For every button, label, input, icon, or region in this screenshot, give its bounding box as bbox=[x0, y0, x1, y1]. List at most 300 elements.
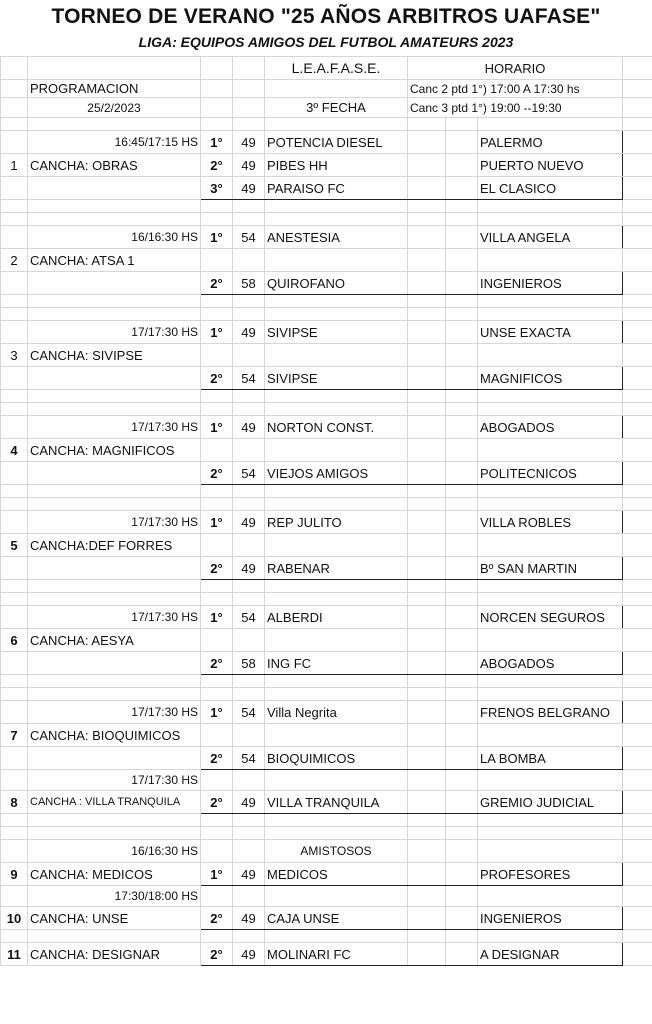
kickoff-time: 17/17:30 HS bbox=[28, 606, 201, 629]
match-category: 49 bbox=[233, 511, 265, 534]
empty-cell bbox=[478, 213, 623, 226]
match-category: 54 bbox=[233, 606, 265, 629]
empty-cell bbox=[408, 791, 446, 814]
empty-cell bbox=[623, 814, 652, 827]
empty-cell bbox=[233, 498, 265, 511]
away-team: NORCEN SEGUROS bbox=[478, 606, 623, 629]
home-team: MOLINARI FC bbox=[265, 943, 408, 966]
empty-cell bbox=[28, 200, 201, 213]
match-order: 1° bbox=[201, 321, 233, 344]
empty-cell bbox=[623, 593, 652, 606]
empty-cell bbox=[28, 485, 201, 498]
match-category: 49 bbox=[233, 791, 265, 814]
sheet-row bbox=[1, 791, 652, 814]
sheet-row bbox=[1, 439, 652, 462]
empty-cell bbox=[623, 930, 652, 943]
empty-cell bbox=[408, 131, 446, 154]
empty-cell bbox=[623, 154, 652, 177]
empty-cell bbox=[1, 462, 28, 485]
match-order: 2° bbox=[201, 943, 233, 966]
empty-cell bbox=[408, 747, 446, 770]
match-order: 2° bbox=[201, 652, 233, 675]
empty-cell bbox=[446, 321, 478, 344]
block-number: 1 bbox=[1, 154, 28, 177]
sheet-row bbox=[1, 249, 652, 272]
empty-cell bbox=[265, 390, 408, 403]
sheet-row bbox=[1, 498, 652, 511]
round-label: 3º FECHA bbox=[265, 98, 408, 118]
empty-cell bbox=[478, 249, 623, 272]
empty-cell bbox=[478, 886, 623, 907]
empty-cell bbox=[1, 827, 28, 840]
empty-cell bbox=[623, 367, 652, 390]
empty-cell bbox=[1, 886, 28, 907]
empty-cell bbox=[265, 629, 408, 652]
empty-cell bbox=[1, 200, 28, 213]
empty-cell bbox=[478, 675, 623, 688]
empty-cell bbox=[408, 534, 446, 557]
sheet-row bbox=[1, 840, 652, 863]
sheet-row bbox=[1, 930, 652, 943]
empty-cell bbox=[623, 580, 652, 593]
empty-cell bbox=[446, 770, 478, 791]
empty-cell bbox=[478, 439, 623, 462]
empty-cell bbox=[623, 534, 652, 557]
away-team: A DESIGNAR bbox=[478, 943, 623, 966]
empty-cell bbox=[446, 629, 478, 652]
horario-header: HORARIO bbox=[408, 57, 623, 80]
empty-cell bbox=[446, 606, 478, 629]
empty-cell bbox=[1, 580, 28, 593]
home-team: SIVIPSE bbox=[265, 321, 408, 344]
empty-cell bbox=[1, 652, 28, 675]
empty-cell bbox=[408, 295, 446, 308]
empty-cell bbox=[233, 886, 265, 907]
cancha-name: CANCHA: BIOQUIMICOS bbox=[28, 724, 201, 747]
away-team: ABOGADOS bbox=[478, 416, 623, 439]
sheet-row bbox=[1, 344, 652, 367]
tournament-title: TORNEO DE VERANO "25 AÑOS ARBITROS UAFASE" bbox=[51, 5, 601, 28]
sheet-row bbox=[1, 943, 652, 966]
empty-cell bbox=[265, 534, 408, 557]
empty-cell bbox=[233, 249, 265, 272]
empty-cell bbox=[1, 557, 28, 580]
sheet-row bbox=[1, 213, 652, 226]
match-category: 54 bbox=[233, 226, 265, 249]
empty-cell bbox=[28, 930, 201, 943]
empty-cell bbox=[28, 367, 201, 390]
empty-cell bbox=[201, 498, 233, 511]
match-order: 1° bbox=[201, 863, 233, 886]
match-category: 49 bbox=[233, 557, 265, 580]
empty-cell bbox=[623, 295, 652, 308]
empty-cell bbox=[408, 886, 446, 907]
cancha-name: CANCHA: UNSE bbox=[28, 907, 201, 930]
empty-cell bbox=[233, 403, 265, 416]
home-team: BIOQUIMICOS bbox=[265, 747, 408, 770]
empty-cell bbox=[1, 131, 28, 154]
empty-cell bbox=[478, 593, 623, 606]
sheet-row bbox=[1, 675, 652, 688]
empty-cell bbox=[233, 724, 265, 747]
match-order: 2° bbox=[201, 907, 233, 930]
away-team: PALERMO bbox=[478, 131, 623, 154]
empty-cell bbox=[201, 580, 233, 593]
home-team: Villa Negrita bbox=[265, 701, 408, 724]
away-team: PUERTO NUEVO bbox=[478, 154, 623, 177]
sheet-row bbox=[1, 629, 652, 652]
empty-cell bbox=[265, 593, 408, 606]
empty-cell bbox=[28, 390, 201, 403]
block-number: 11 bbox=[1, 943, 28, 966]
empty-cell bbox=[623, 249, 652, 272]
cancha-name: CANCHA : VILLA TRANQUILA bbox=[28, 791, 201, 814]
away-team: INGENIEROS bbox=[478, 907, 623, 930]
empty-cell bbox=[265, 118, 408, 131]
empty-cell bbox=[233, 629, 265, 652]
empty-cell bbox=[446, 652, 478, 675]
empty-cell bbox=[623, 688, 652, 701]
empty-cell bbox=[478, 840, 623, 863]
away-team: GREMIO JUDICIAL bbox=[478, 791, 623, 814]
sheet-row bbox=[1, 416, 652, 439]
empty-cell bbox=[446, 439, 478, 462]
empty-cell bbox=[201, 390, 233, 403]
match-order: 2° bbox=[201, 791, 233, 814]
schedule-sheet bbox=[0, 56, 652, 966]
empty-cell bbox=[478, 118, 623, 131]
empty-cell bbox=[1, 770, 28, 791]
empty-cell bbox=[623, 701, 652, 724]
empty-cell bbox=[1, 701, 28, 724]
empty-cell bbox=[265, 724, 408, 747]
empty-cell bbox=[446, 534, 478, 557]
empty-cell bbox=[28, 580, 201, 593]
empty-cell bbox=[1, 226, 28, 249]
sheet-row bbox=[1, 907, 652, 930]
empty-cell bbox=[408, 213, 446, 226]
away-team: VILLA ROBLES bbox=[478, 511, 623, 534]
empty-cell bbox=[446, 701, 478, 724]
empty-cell bbox=[1, 177, 28, 200]
match-order: 2° bbox=[201, 462, 233, 485]
kickoff-time: 16/16:30 HS bbox=[28, 226, 201, 249]
empty-cell bbox=[265, 675, 408, 688]
empty-cell bbox=[1, 403, 28, 416]
empty-cell bbox=[1, 511, 28, 534]
empty-cell bbox=[446, 688, 478, 701]
empty-cell bbox=[1, 295, 28, 308]
empty-cell bbox=[408, 367, 446, 390]
empty-cell bbox=[408, 814, 446, 827]
sheet-row bbox=[1, 863, 652, 886]
empty-cell bbox=[623, 416, 652, 439]
empty-cell bbox=[446, 863, 478, 886]
empty-cell bbox=[408, 154, 446, 177]
empty-cell bbox=[478, 390, 623, 403]
empty-cell bbox=[408, 593, 446, 606]
empty-cell bbox=[446, 390, 478, 403]
empty-cell bbox=[446, 840, 478, 863]
empty-cell bbox=[201, 886, 233, 907]
empty-cell bbox=[446, 403, 478, 416]
match-category: 49 bbox=[233, 154, 265, 177]
empty-cell bbox=[28, 747, 201, 770]
empty-cell bbox=[28, 295, 201, 308]
empty-cell bbox=[623, 118, 652, 131]
empty-cell bbox=[623, 840, 652, 863]
sheet-row bbox=[1, 606, 652, 629]
empty-cell bbox=[265, 930, 408, 943]
sheet-row bbox=[1, 131, 652, 154]
empty-cell bbox=[201, 814, 233, 827]
match-order: 1° bbox=[201, 701, 233, 724]
empty-cell bbox=[1, 498, 28, 511]
empty-cell bbox=[1, 308, 28, 321]
match-order: 1° bbox=[201, 226, 233, 249]
empty-cell bbox=[265, 485, 408, 498]
home-team: ALBERDI bbox=[265, 606, 408, 629]
empty-cell bbox=[28, 557, 201, 580]
empty-cell bbox=[408, 344, 446, 367]
empty-cell bbox=[446, 907, 478, 930]
empty-cell bbox=[408, 390, 446, 403]
away-team: EL CLASICO bbox=[478, 177, 623, 200]
sheet-row bbox=[1, 462, 652, 485]
empty-cell bbox=[265, 498, 408, 511]
match-category: 49 bbox=[233, 907, 265, 930]
empty-cell bbox=[201, 930, 233, 943]
empty-cell bbox=[623, 770, 652, 791]
cancha-name: CANCHA: SIVIPSE bbox=[28, 344, 201, 367]
empty-cell bbox=[623, 827, 652, 840]
empty-cell bbox=[265, 886, 408, 907]
sheet-row bbox=[1, 557, 652, 580]
empty-cell bbox=[1, 416, 28, 439]
empty-cell bbox=[201, 724, 233, 747]
canc3-time: 1°) 19:00 --19:30 bbox=[471, 100, 562, 115]
empty-cell bbox=[478, 770, 623, 791]
empty-cell bbox=[265, 827, 408, 840]
empty-cell bbox=[408, 308, 446, 321]
empty-cell bbox=[28, 498, 201, 511]
canc3-row bbox=[408, 98, 623, 118]
empty-cell bbox=[408, 840, 446, 863]
cancha-name: CANCHA:DEF FORRES bbox=[28, 534, 201, 557]
empty-cell bbox=[446, 930, 478, 943]
empty-cell bbox=[201, 593, 233, 606]
block-number: 8 bbox=[1, 791, 28, 814]
empty-cell bbox=[28, 593, 201, 606]
sheet-row bbox=[1, 724, 652, 747]
empty-cell bbox=[446, 367, 478, 390]
home-team: REP JULITO bbox=[265, 511, 408, 534]
empty-cell bbox=[623, 863, 652, 886]
empty-cell bbox=[623, 886, 652, 907]
empty-cell bbox=[623, 943, 652, 966]
empty-cell bbox=[478, 200, 623, 213]
empty-cell bbox=[265, 814, 408, 827]
empty-cell bbox=[28, 652, 201, 675]
empty-cell bbox=[408, 200, 446, 213]
home-team: QUIROFANO bbox=[265, 272, 408, 295]
sheet-row bbox=[1, 701, 652, 724]
empty-cell bbox=[201, 629, 233, 652]
match-category: 49 bbox=[233, 863, 265, 886]
match-category: 49 bbox=[233, 416, 265, 439]
match-order: 1° bbox=[201, 416, 233, 439]
empty-cell bbox=[623, 390, 652, 403]
empty-cell bbox=[265, 213, 408, 226]
empty-cell bbox=[623, 747, 652, 770]
sheet-row bbox=[1, 295, 652, 308]
empty-cell bbox=[623, 907, 652, 930]
away-team: INGENIEROS bbox=[478, 272, 623, 295]
away-team: Bº SAN MARTIN bbox=[478, 557, 623, 580]
cancha-name: CANCHA: OBRAS bbox=[28, 154, 201, 177]
away-team: LA BOMBA bbox=[478, 747, 623, 770]
empty-cell bbox=[265, 403, 408, 416]
match-order: 1° bbox=[201, 511, 233, 534]
sheet-row bbox=[1, 118, 652, 131]
match-category: 49 bbox=[233, 131, 265, 154]
empty-cell bbox=[1, 840, 28, 863]
empty-cell bbox=[201, 308, 233, 321]
sheet-row bbox=[1, 580, 652, 593]
sheet-row bbox=[1, 485, 652, 498]
sheet-row bbox=[1, 534, 652, 557]
empty-cell bbox=[233, 840, 265, 863]
home-team: NORTON CONST. bbox=[265, 416, 408, 439]
empty-cell bbox=[408, 907, 446, 930]
empty-cell bbox=[1, 367, 28, 390]
sheet-row bbox=[1, 403, 652, 416]
empty-cell bbox=[233, 675, 265, 688]
home-team: MEDICOS bbox=[265, 863, 408, 886]
empty-cell bbox=[446, 943, 478, 966]
sheet-row bbox=[1, 177, 652, 200]
empty-cell bbox=[201, 118, 233, 131]
empty-cell bbox=[446, 814, 478, 827]
empty-cell bbox=[478, 308, 623, 321]
empty-cell bbox=[446, 226, 478, 249]
empty-cell bbox=[1, 814, 28, 827]
empty-cell bbox=[408, 770, 446, 791]
empty-cell bbox=[446, 131, 478, 154]
sheet-row bbox=[1, 652, 652, 675]
match-order: 3° bbox=[201, 177, 233, 200]
empty-cell bbox=[201, 200, 233, 213]
match-category: 49 bbox=[233, 321, 265, 344]
programacion-label: PROGRAMACION bbox=[28, 80, 201, 98]
schedule-date: 25/2/2023 bbox=[28, 98, 201, 118]
empty-cell bbox=[233, 688, 265, 701]
match-category: 58 bbox=[233, 272, 265, 295]
match-category: 54 bbox=[233, 462, 265, 485]
home-team: ING FC bbox=[265, 652, 408, 675]
empty-cell bbox=[28, 814, 201, 827]
empty-cell bbox=[408, 177, 446, 200]
empty-cell bbox=[446, 498, 478, 511]
empty-cell bbox=[28, 403, 201, 416]
cancha-name: CANCHA: MEDICOS bbox=[28, 863, 201, 886]
empty-cell bbox=[623, 652, 652, 675]
empty-cell bbox=[28, 675, 201, 688]
empty-cell bbox=[408, 511, 446, 534]
match-order: 2° bbox=[201, 272, 233, 295]
away-team: UNSE EXACTA bbox=[478, 321, 623, 344]
empty-cell bbox=[233, 308, 265, 321]
empty-cell bbox=[201, 295, 233, 308]
empty-cell bbox=[446, 213, 478, 226]
empty-cell bbox=[446, 511, 478, 534]
away-team: FRENOS BELGRANO bbox=[478, 701, 623, 724]
empty-cell bbox=[623, 272, 652, 295]
friendly-note: AMISTOSOS bbox=[265, 840, 408, 863]
match-category: 49 bbox=[233, 177, 265, 200]
empty-cell bbox=[623, 606, 652, 629]
empty-cell bbox=[446, 249, 478, 272]
empty-cell bbox=[408, 930, 446, 943]
empty-cell bbox=[233, 390, 265, 403]
empty-cell bbox=[408, 701, 446, 724]
empty-cell bbox=[446, 272, 478, 295]
canc2-time: 1°) 17:00 A 17:30 hs bbox=[471, 81, 580, 96]
empty-cell bbox=[623, 629, 652, 652]
empty-cell bbox=[408, 321, 446, 344]
empty-cell bbox=[446, 154, 478, 177]
empty-cell bbox=[408, 827, 446, 840]
match-category: 54 bbox=[233, 747, 265, 770]
match-category: 54 bbox=[233, 367, 265, 390]
empty-cell bbox=[478, 498, 623, 511]
empty-cell bbox=[478, 534, 623, 557]
empty-cell bbox=[233, 930, 265, 943]
empty-cell bbox=[233, 770, 265, 791]
empty-cell bbox=[446, 791, 478, 814]
empty-cell bbox=[408, 675, 446, 688]
empty-cell bbox=[446, 308, 478, 321]
empty-cell bbox=[265, 249, 408, 272]
sheet-row bbox=[1, 154, 652, 177]
empty-cell bbox=[623, 724, 652, 747]
empty-cell bbox=[408, 272, 446, 295]
empty-cell bbox=[408, 688, 446, 701]
empty-cell bbox=[623, 511, 652, 534]
empty-cell bbox=[478, 688, 623, 701]
empty-cell bbox=[233, 200, 265, 213]
sheet-row bbox=[1, 308, 652, 321]
empty-cell bbox=[1, 118, 28, 131]
empty-cell bbox=[408, 557, 446, 580]
sheet-row bbox=[1, 688, 652, 701]
empty-cell bbox=[201, 403, 233, 416]
block-number: 3 bbox=[1, 344, 28, 367]
empty-cell bbox=[1, 606, 28, 629]
empty-cell bbox=[408, 118, 446, 131]
empty-cell bbox=[623, 200, 652, 213]
home-team: CAJA UNSE bbox=[265, 907, 408, 930]
empty-cell bbox=[408, 462, 446, 485]
match-order: 2° bbox=[201, 367, 233, 390]
empty-cell bbox=[623, 131, 652, 154]
sheet-row bbox=[1, 226, 652, 249]
empty-cell bbox=[446, 886, 478, 907]
empty-cell bbox=[201, 770, 233, 791]
kickoff-time: 17/17:30 HS bbox=[28, 701, 201, 724]
empty-cell bbox=[408, 249, 446, 272]
sheet-row bbox=[1, 321, 652, 344]
